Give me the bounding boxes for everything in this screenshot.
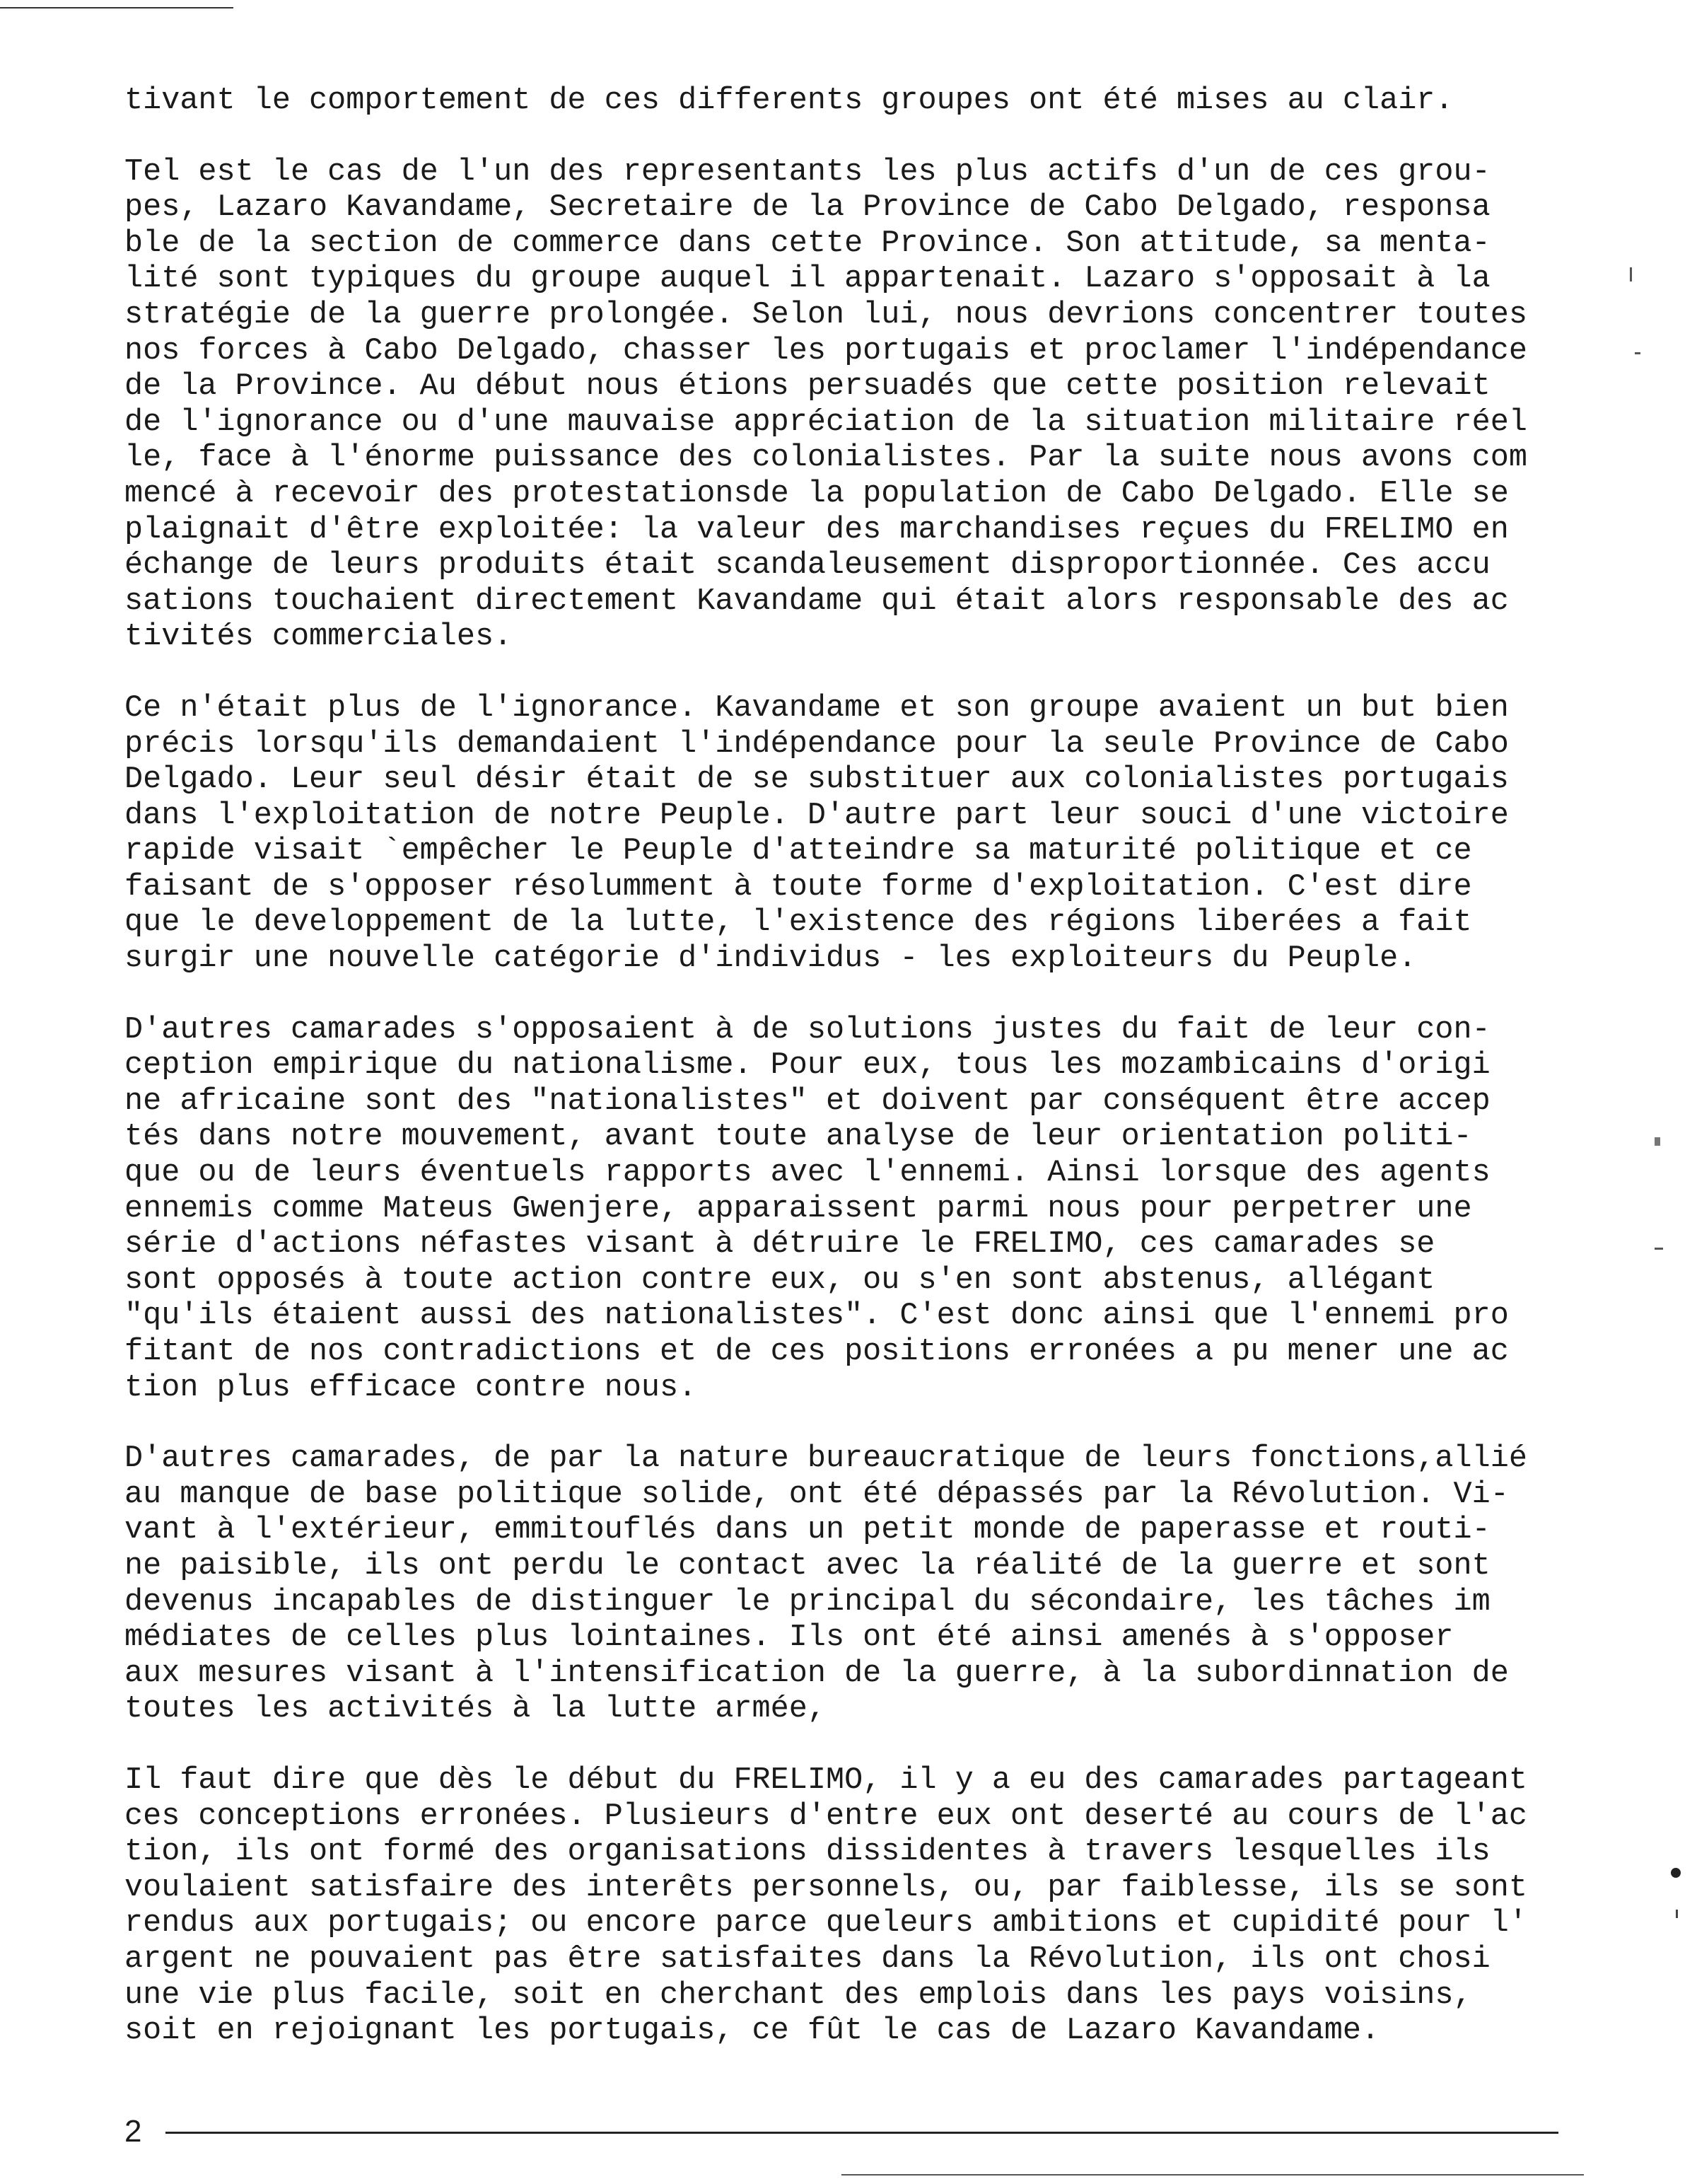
text-line: de l'ignorance ou d'une mauvaise appréciation de la situation militaire réel <box>124 405 1527 440</box>
text-line: que ou de leurs éventuels rapports avec l'ennemi. Ainsi lorsque des agents <box>124 1156 1491 1191</box>
text-line: Ce n'était plus de l'ignorance. Kavandame et son groupe avaient un but bien <box>124 690 1509 726</box>
text-line: rendus aux portugais; ou encore parce queleurs ambitions et cupidité pour l' <box>124 1906 1527 1941</box>
paragraph <box>124 1013 1602 1407</box>
paragraph <box>124 83 1602 120</box>
text-line: ception empirique du nationalisme. Pour eux, tous les mozambicains d'origi <box>124 1048 1491 1084</box>
text-line: ces conceptions erronées. Plusieurs d'entre eux ont deserté au cours de l'ac <box>124 1799 1527 1834</box>
text-line: pes, Lazaro Kavandame, Secretaire de la Province de Cabo Delgado, responsa <box>124 190 1491 226</box>
text-line: dans l'exploitation de notre Peuple. D'autre part leur souci d'une victoire <box>124 798 1509 833</box>
text-line: argent ne pouvaient pas être satisfaites dans la Révolution, ils ont chosi <box>124 1941 1491 1977</box>
text-line: ble de la section de commerce dans cette Province. Son attitude, sa menta- <box>124 226 1491 261</box>
text-line: "qu'ils étaient aussi des nationalistes". C'est donc ainsi que l'ennemi pro <box>124 1299 1509 1334</box>
text-line: rapide visait `empêcher le Peuple d'atteindre sa maturité politique et ce <box>124 834 1472 869</box>
text-line: de la Province. Au début nous étions persuadés que cette position relevait <box>124 369 1491 405</box>
text-line: Tel est le cas de l'un des representants les plus actifs d'un de ces grou- <box>124 154 1491 190</box>
text-line: une vie plus facile, soit en cherchant des emplois dans les pays voisins, <box>124 1977 1472 2013</box>
text-line: tivant le comportement de ces differents groupes ont été mises au clair. <box>124 83 1454 118</box>
text-line: le, face à l'énorme puissance des colonialistes. Par la suite nous avons com <box>124 441 1527 476</box>
text-line: ne paisible, ils ont perdu le contact avec la réalité de la guerre et sont <box>124 1548 1491 1584</box>
paragraph <box>124 691 1602 977</box>
text-line: que le developpement de la lutte, l'existence des régions liberées a fait <box>124 905 1472 941</box>
text-line: sont opposés à toute action contre eux, ou s'en sont abstenus, allégant <box>124 1262 1435 1298</box>
text-line: tivités commerciales. <box>124 620 513 655</box>
text-line: fitant de nos contradictions et de ces positions erronées a pu mener une ac <box>124 1335 1509 1369</box>
text-line: plaignait d'être exploitée: la valeur des marchandises reçues du FRELIMO en <box>124 512 1509 547</box>
text-line: D'autres camarades, de par la nature bureaucratique de leurs fonctions,allié <box>124 1441 1527 1477</box>
text-line: échange de leurs produits était scandaleusement disproportionnée. Ces accu <box>124 548 1491 583</box>
text-line: au manque de base politique solide, ont été dépassés par la Révolution. Vi- <box>124 1477 1509 1512</box>
text-line: série d'actions néfastes visant à détruire le FRELIMO, ces camarades se <box>124 1227 1435 1262</box>
text-line: D'autres camarades s'opposaient à de solutions justes du fait de leur con- <box>124 1012 1491 1047</box>
text-line: ne africaine sont des "nationalistes" et doivent par conséquent être accep <box>124 1084 1491 1119</box>
text-line: toutes les activités à la lutte armée, <box>124 1692 826 1727</box>
text-line: ennemis comme Mateus Gwenjere, apparaissent parmi nous pour perpetrer une <box>124 1191 1472 1226</box>
page-footer <box>124 2114 1560 2149</box>
footer-rule <box>165 2132 1558 2134</box>
page-number: 2 <box>124 2114 142 2149</box>
text-line: vant à l'extérieur, emmitouflés dans un petit monde de paperasse et routi- <box>124 1513 1491 1548</box>
text-line: voulaient satisfaire des interêts personnels, ou, par faiblesse, ils se sont <box>124 1870 1527 1905</box>
paragraph <box>124 155 1602 656</box>
text-line: tion, ils ont formé des organisations dissidentes à travers lesquelles ils <box>124 1835 1491 1870</box>
text-line: précis lorsqu'ils demandaient l'indépendance pour la seule Province de Cabo <box>124 726 1509 762</box>
text-line: surgir une nouvelle catégorie d'individus - les exploiteurs du Peuple. <box>124 941 1417 977</box>
text-line: tés dans notre mouvement, avant toute analyse de leur orientation politi- <box>124 1120 1472 1155</box>
paragraph <box>124 1763 1602 2050</box>
text-line: faisant de s'opposer résolumment à toute forme d'exploitation. C'est dire <box>124 869 1472 905</box>
text-line: sations touchaient directement Kavandame qui était alors responsable des ac <box>124 583 1509 619</box>
bottom-edge-rule <box>841 2174 1584 2176</box>
text-line: nos forces à Cabo Delgado, chasser les portugais et proclamer l'indépendance <box>124 333 1527 368</box>
text-line: aux mesures visant à l'intensification de la guerre, à la subordinnation de <box>124 1656 1509 1691</box>
text-line: mencé à recevoir des protestationsde la population de Cabo Delgado. Elle se <box>124 476 1509 511</box>
top-rule <box>0 7 233 8</box>
document-body <box>124 83 1602 2085</box>
text-line: médiates de celles plus lointaines. Ils ont été ainsi amenés à s'opposer <box>124 1620 1454 1656</box>
paragraph <box>124 1441 1602 1728</box>
text-line: Delgado. Leur seul désir était de se substituer aux colonialistes portugais <box>124 762 1509 798</box>
text-line: stratégie de la guerre prolongée. Selon lui, nous devrions concentrer toutes <box>124 297 1527 332</box>
text-line: soit en rejoignant les portugais, ce fût le cas de Lazaro Kavandame. <box>124 2014 1380 2049</box>
text-line: lité sont typiques du groupe auquel il appartenait. Lazaro s'opposait à la <box>124 262 1491 297</box>
text-line: tion plus efficace contre nous. <box>124 1370 697 1405</box>
text-line: Il faut dire que dès le début du FRELIMO, il y a eu des camarades partageant <box>124 1762 1527 1798</box>
text-line: devenus incapables de distinguer le principal du sécondaire, les tâches im <box>124 1584 1491 1620</box>
